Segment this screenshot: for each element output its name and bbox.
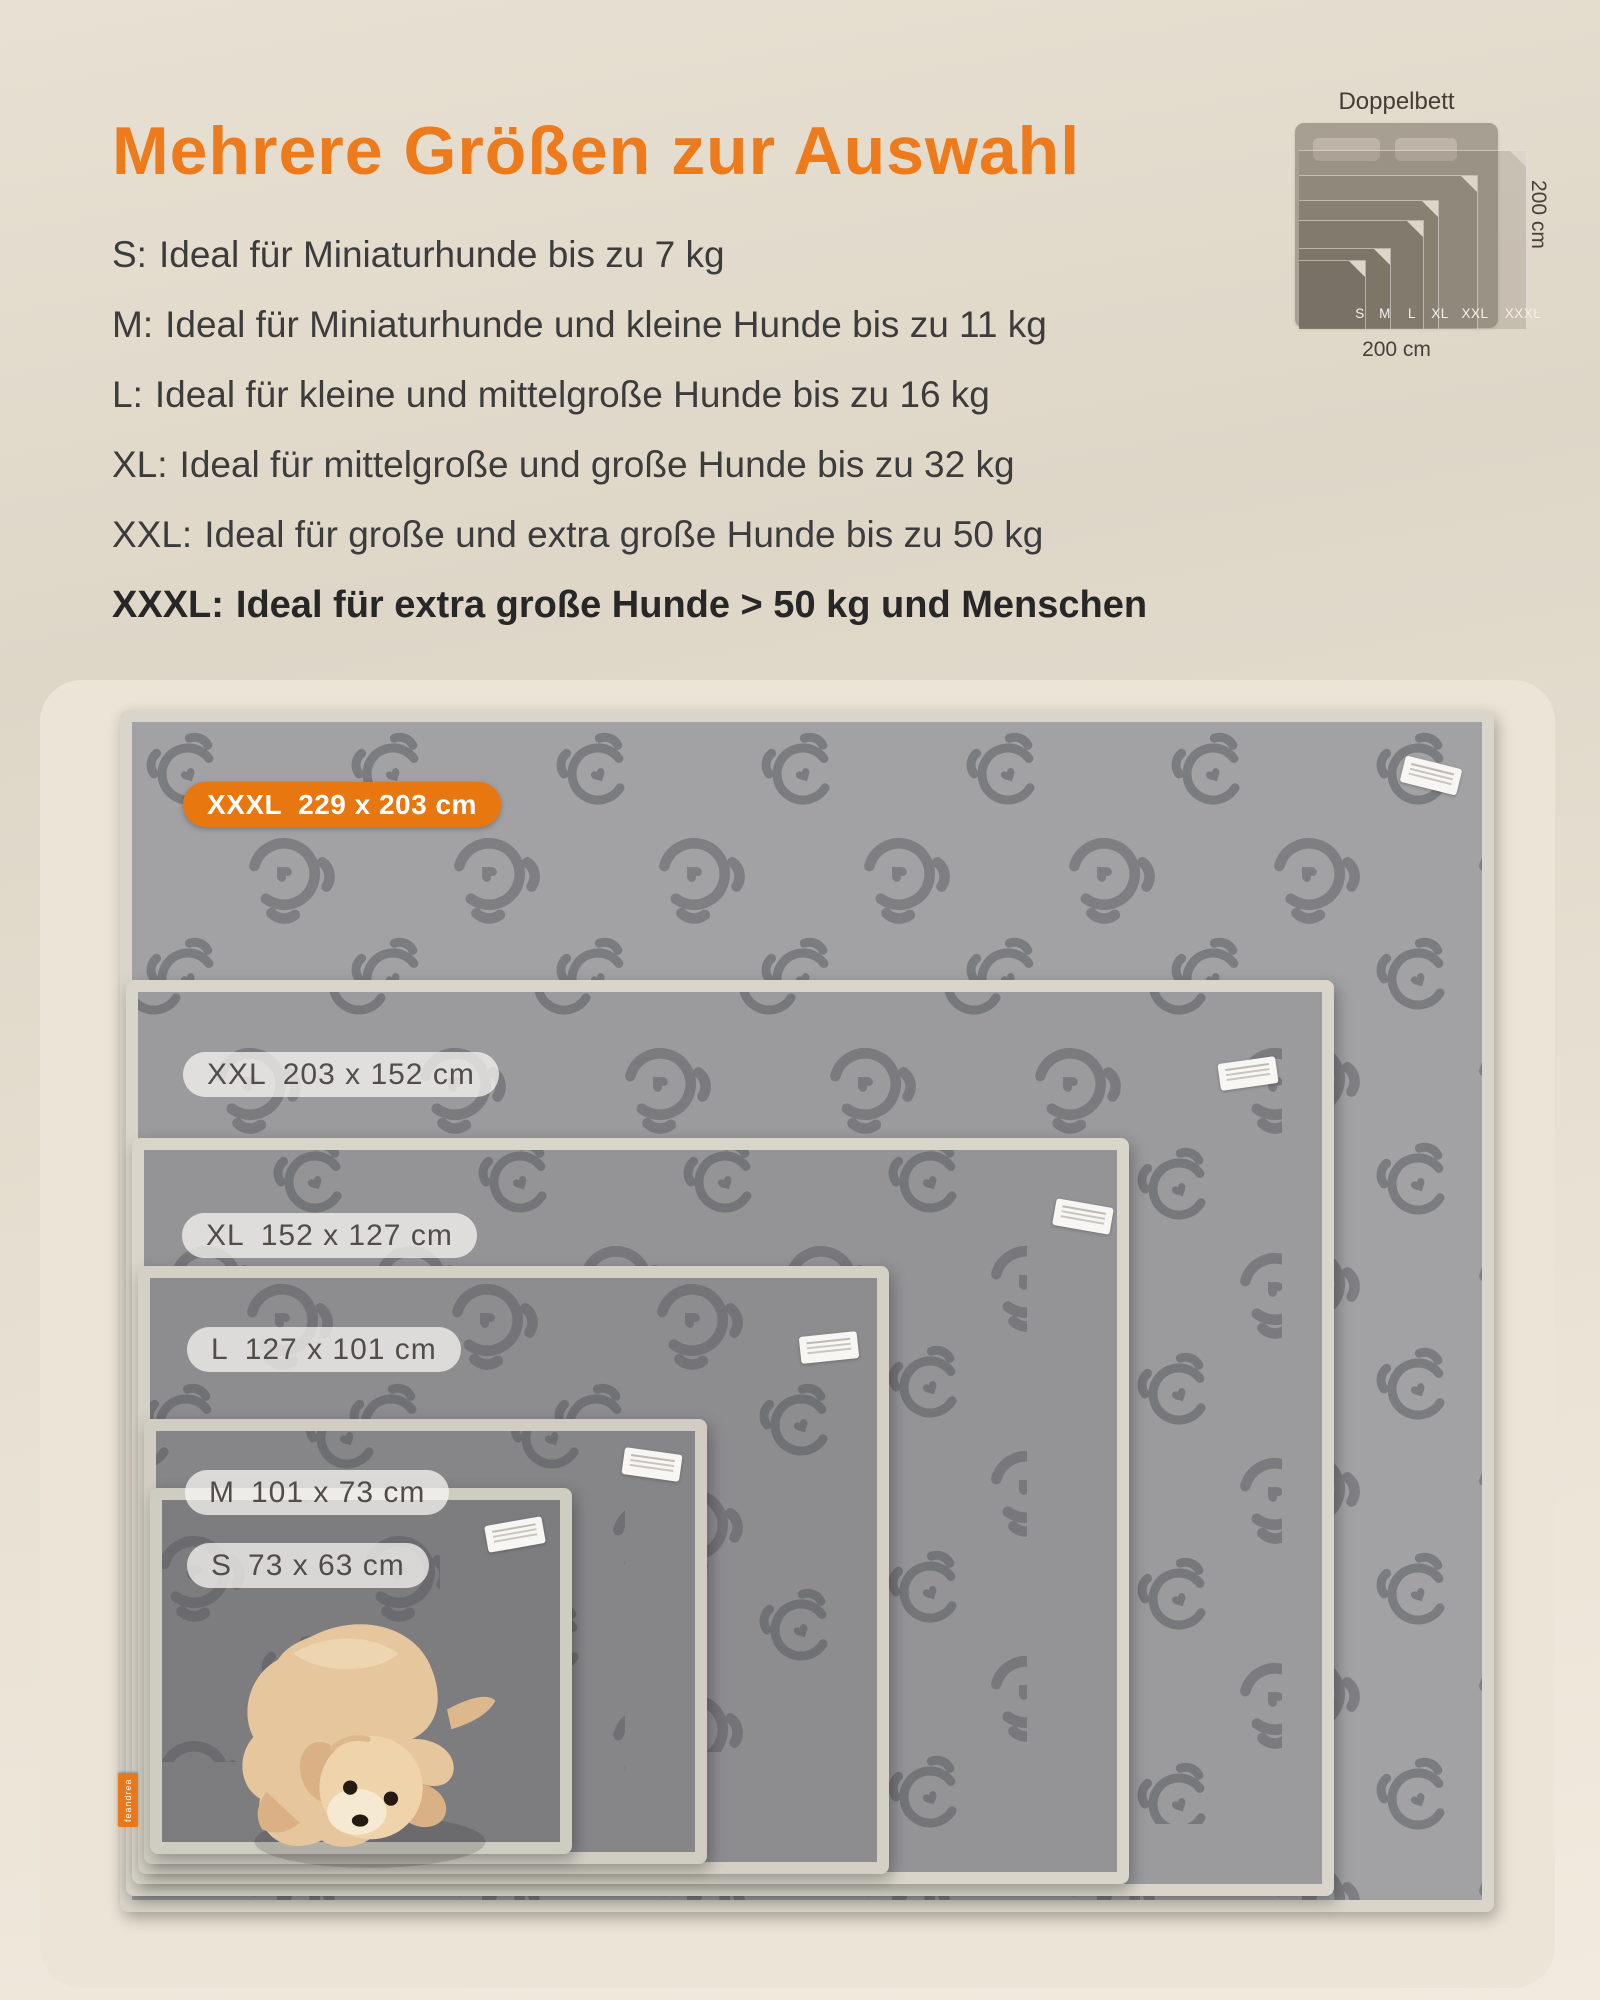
fold-corner-icon bbox=[1422, 201, 1438, 217]
size-text: Ideal für mittelgroße und große Hunde bis zu 32 kg bbox=[179, 444, 1015, 485]
size-description-item-xxl bbox=[112, 500, 1147, 570]
size-text: Ideal für extra große Hunde > 50 kg und Menschen bbox=[235, 584, 1148, 626]
badge-size: XXL bbox=[207, 1057, 267, 1091]
size-description-item-m bbox=[112, 290, 1147, 360]
badge-dimensions: 229 x 203 cm bbox=[298, 788, 477, 820]
badge-dimensions: 152 x 127 cm bbox=[260, 1218, 453, 1252]
badge-size: XL bbox=[206, 1218, 245, 1252]
size-label: M: bbox=[112, 304, 154, 345]
fold-corner-icon bbox=[1374, 249, 1390, 265]
bed-size-label-xl: XL bbox=[1431, 306, 1449, 321]
badge-dimensions: 203 x 152 cm bbox=[282, 1057, 475, 1091]
size-description-list bbox=[112, 220, 1147, 640]
size-text: Ideal für Miniaturhunde bis zu 7 kg bbox=[158, 234, 725, 275]
size-text: Ideal für große und extra große Hunde bis zu 50 kg bbox=[204, 514, 1044, 555]
fold-corner-icon bbox=[1349, 261, 1365, 277]
size-badge-xl bbox=[182, 1213, 477, 1258]
size-badge-l bbox=[187, 1327, 461, 1372]
badge-size: XXXL bbox=[207, 788, 283, 820]
size-label: S: bbox=[112, 234, 147, 275]
badge-size: M bbox=[209, 1475, 235, 1509]
badge-dimensions: 73 x 63 cm bbox=[248, 1548, 405, 1582]
fold-corner-icon bbox=[1407, 221, 1423, 237]
brand-tag: feandrea bbox=[118, 1773, 138, 1827]
badge-dimensions: 127 x 101 cm bbox=[244, 1332, 437, 1366]
bed-size-diagram bbox=[1270, 88, 1590, 388]
bed-size-label-s: S bbox=[1355, 306, 1365, 321]
badge-size: S bbox=[211, 1548, 233, 1582]
bed-width-label: 200 cm bbox=[1362, 338, 1431, 361]
size-description-item-l bbox=[112, 360, 1147, 430]
size-description-item-s bbox=[112, 220, 1147, 290]
size-badge-s bbox=[187, 1543, 429, 1588]
dog-photo bbox=[225, 1605, 515, 1880]
bed-height-label: 200 cm bbox=[1527, 180, 1550, 249]
bed-size-label-xxxl: XXXL bbox=[1504, 306, 1542, 321]
bed-size-label-xxl: XXL bbox=[1461, 306, 1489, 321]
size-badge-m bbox=[185, 1470, 449, 1515]
size-label: XXXL: bbox=[112, 584, 224, 626]
page-title: Mehrere Größen zur Auswahl bbox=[112, 113, 1081, 189]
bed-size-label-m: M bbox=[1379, 306, 1391, 321]
size-description-item-xl bbox=[112, 430, 1147, 500]
size-badge-xxl bbox=[183, 1052, 499, 1097]
size-label: L: bbox=[112, 374, 143, 415]
bed-size-label-l: L bbox=[1407, 306, 1417, 321]
product-photo bbox=[40, 680, 1555, 1988]
size-label: XXL: bbox=[112, 514, 193, 555]
size-description-item-xxxl bbox=[112, 570, 1147, 640]
size-text: Ideal für kleine und mittelgroße Hunde bis zu 16 kg bbox=[154, 374, 990, 415]
size-text: Ideal für Miniaturhunde und kleine Hunde bis zu 11 kg bbox=[165, 304, 1047, 345]
bed-diagram-title: Doppelbett bbox=[1338, 88, 1455, 115]
fold-corner-icon bbox=[1510, 151, 1526, 167]
size-label: XL: bbox=[112, 444, 168, 485]
badge-dimensions: 101 x 73 cm bbox=[251, 1475, 426, 1509]
fold-corner-icon bbox=[1461, 176, 1477, 192]
size-badge-xxxl bbox=[183, 782, 501, 827]
badge-size: L bbox=[211, 1332, 229, 1366]
